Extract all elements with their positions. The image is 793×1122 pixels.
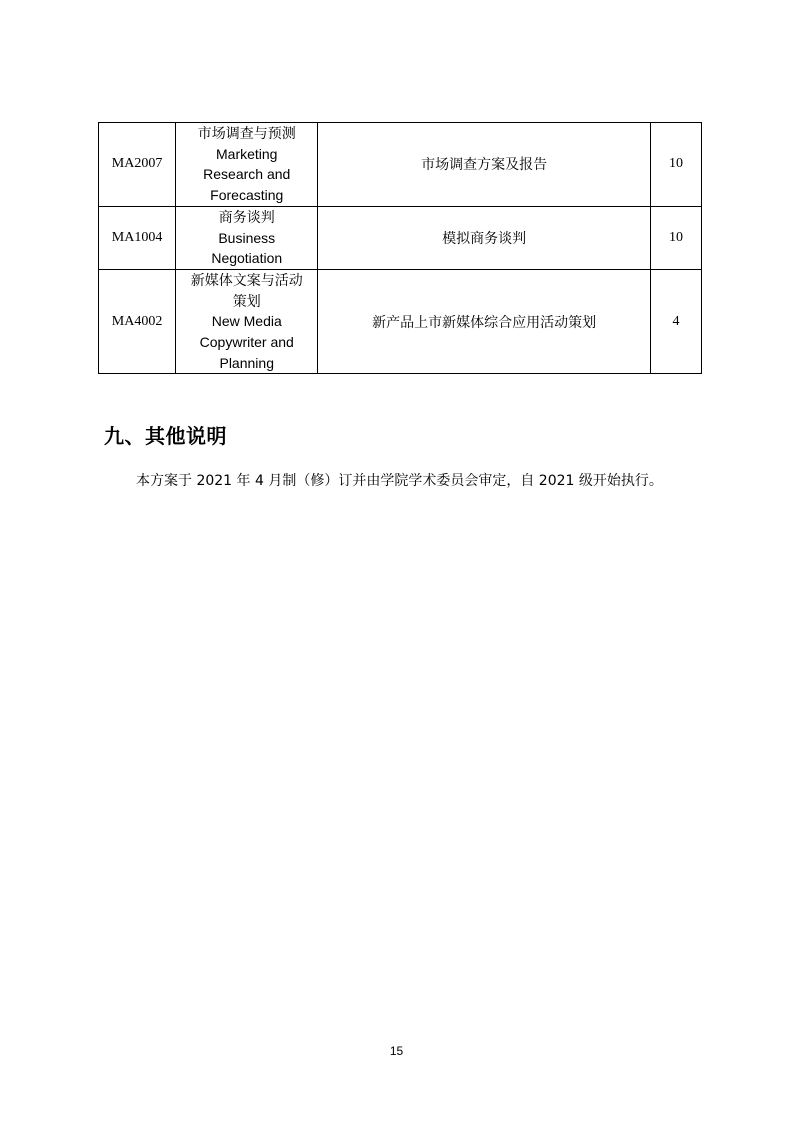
table-row	[99, 269, 702, 374]
weeks-cell: 10	[650, 206, 701, 269]
page-number: 15	[389, 1044, 404, 1058]
course-name-cell	[176, 269, 318, 374]
course-name-line: Planning	[219, 354, 274, 371]
course-name-line: Research and	[203, 166, 291, 183]
course-name-cell	[176, 123, 318, 207]
course-name-line: Negotiation	[211, 250, 283, 267]
course-table	[98, 122, 702, 374]
course-name-line: New Media	[211, 313, 282, 330]
course-name-line: Copywriter and	[199, 334, 294, 351]
task-cell: 市场调查方案及报告	[318, 123, 651, 207]
course-name-cell	[176, 206, 318, 269]
section-body-text: 本方案于 2021 年 4 月制（修）订并由学院学术委员会审定，自 2021 级开始执行。	[136, 473, 663, 489]
course-code-cell: MA1004	[99, 206, 176, 269]
course-name-line: 商务谈判	[218, 208, 275, 225]
weeks-cell: 10	[650, 123, 701, 207]
course-name-line: Forecasting	[210, 187, 284, 204]
task-cell: 模拟商务谈判	[318, 206, 651, 269]
course-name-line: Business	[218, 229, 276, 246]
course-code-cell: MA4002	[99, 269, 176, 374]
course-name-line: 市场调查与预测	[197, 125, 296, 141]
section-heading: 九、其他说明	[104, 424, 227, 448]
table-row	[99, 206, 702, 269]
weeks-cell: 4	[650, 269, 701, 374]
table-row	[99, 123, 702, 207]
course-name-line: 新媒体文案与活动	[190, 271, 303, 288]
course-name-line: 策划	[232, 292, 261, 309]
course-name-line: Marketing	[216, 145, 278, 162]
course-code-cell: MA2007	[99, 123, 176, 207]
task-cell: 新产品上市新媒体综合应用活动策划	[318, 269, 651, 374]
